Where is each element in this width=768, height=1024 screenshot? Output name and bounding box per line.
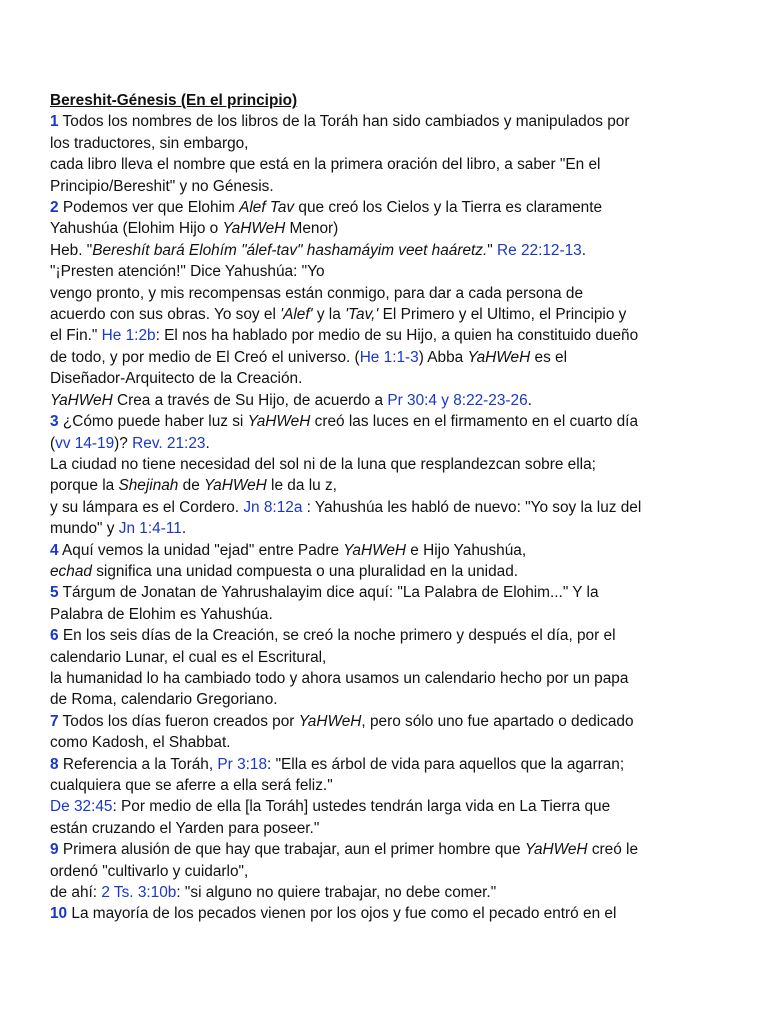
body-text: Crea a través de Su Hijo, de acuerdo a: [112, 391, 388, 409]
page-title: Bereshit-Génesis (En el principio): [50, 92, 298, 109]
note-number: 10: [50, 905, 68, 923]
note-4: [50, 540, 730, 583]
note-6: [50, 625, 730, 711]
italic-text: Bereshít bará Elohím "álef-tav" hashamáyim veet haáretz.: [92, 241, 488, 259]
note-line: [50, 133, 730, 154]
body-text: que creó los Cielos y la Tierra es claramente: [294, 199, 603, 217]
body-text: Tárgum de Jonatan de Yahrushalayim dice aquí: "La Palabra de Elohim..." Y la: [58, 584, 599, 602]
body-text: le da lu z,: [266, 477, 337, 495]
body-text: Primera alusión de que hay que trabajar, aun el primer hombre que: [58, 841, 525, 859]
body-text: .: [527, 391, 532, 409]
body-text: de Roma, calendario Gregoriano.: [50, 691, 278, 709]
body-text: .: [205, 434, 210, 452]
note-10: [50, 903, 730, 924]
body-text: de: [178, 477, 205, 495]
note-line: [50, 283, 730, 304]
body-text: e Hijo Yahushúa,: [406, 541, 527, 559]
scripture-reference-link[interactable]: Rev. 21:23: [132, 434, 206, 452]
body-text: creó las luces en el firmamento en el cuarto día: [310, 413, 639, 431]
body-text: acuerdo con sus obras. Yo soy el: [50, 306, 281, 324]
body-text: : El nos ha hablado por medio de su Hijo, a quien ha constituido dueño: [155, 327, 639, 345]
body-text: Aquí vemos la unidad "ejad" entre Padre: [58, 541, 344, 559]
note-line: [50, 411, 730, 432]
scripture-reference-link[interactable]: 2 Ts. 3:10b: [101, 884, 177, 902]
note-line: [50, 218, 730, 239]
note-line: [50, 154, 730, 175]
body-text: cualquiera que se aferre a ella será feliz.": [50, 777, 333, 794]
body-text: : Por medio de ella [la Toráh] ustedes tendrán larga vida en La Tierra que: [112, 798, 611, 816]
note-9: [50, 839, 730, 903]
note-2: [50, 197, 730, 411]
body-text: están cruzando el Yarden para poseer.": [50, 819, 320, 837]
body-text: vengo pronto, y mis recompensas están conmigo, para dar a cada persona de: [50, 284, 583, 302]
note-line: [50, 261, 730, 282]
body-text: mundo" y: [50, 520, 119, 538]
body-text: como Kadosh, el Shabbat.: [50, 734, 231, 752]
note-line: [50, 861, 730, 882]
note-line: [50, 325, 730, 346]
note-line: [50, 839, 730, 860]
italic-text: YaHWeH: [524, 841, 588, 859]
note-line: [50, 240, 730, 261]
body-text: Todos los días fueron creados por: [58, 712, 299, 730]
note-line: [50, 625, 730, 646]
body-text: los traductores, sin embargo,: [50, 134, 249, 152]
note-line: [50, 818, 730, 839]
note-line: [50, 390, 730, 411]
note-number: 5: [50, 584, 59, 602]
italic-text: Alef Tav: [239, 199, 295, 217]
note-line: [50, 111, 730, 132]
note-line: [50, 882, 730, 903]
italic-text: YaHWeH: [50, 391, 113, 409]
body-text: Todos los nombres de los libros de la Toráh han sido cambiados y manipulados por: [58, 113, 630, 131]
note-line: [50, 368, 730, 389]
note-line: [50, 604, 730, 625]
body-text: Podemos ver que Elohim: [58, 199, 240, 217]
scripture-reference-link[interactable]: Pr 3:18: [217, 755, 268, 773]
body-text: significa una unidad compuesta o una pluralidad en la unidad.: [91, 562, 519, 580]
scripture-reference-link[interactable]: He 1:2b: [101, 327, 156, 345]
body-text: .: [181, 520, 187, 538]
italic-text: 'Alef': [280, 306, 313, 324]
body-text: ) Abba: [418, 348, 468, 366]
body-text: el Fin.": [50, 327, 102, 345]
note-number: 4: [50, 541, 59, 559]
italic-text: YaHWeH: [467, 348, 531, 366]
note-line: [50, 732, 730, 753]
italic-text: Shejinah: [118, 477, 179, 495]
body-text: creó le: [587, 841, 639, 859]
note-line: [50, 561, 730, 582]
body-text: Palabra de Elohim es Yahushúa.: [50, 605, 273, 623]
body-text: ": [487, 241, 498, 259]
note-line: [50, 647, 730, 668]
note-number: 6: [50, 627, 59, 645]
scripture-reference-link[interactable]: Re 22:12-13: [497, 241, 582, 259]
body-text: de ahí:: [50, 884, 102, 902]
body-text: ordenó "cultivarlo y cuidarlo",: [50, 862, 249, 880]
body-text: es el: [530, 348, 568, 366]
italic-text: echad: [50, 562, 92, 580]
note-line: [50, 475, 730, 496]
body-text: : "Ella es árbol de vida para aquellos que la agarran;: [267, 755, 625, 773]
note-line: [50, 197, 730, 218]
body-text: (: [50, 434, 56, 452]
note-line: [50, 497, 730, 518]
body-text: "¡Presten atención!" Dice Yahushúa: "Yo: [50, 263, 325, 281]
body-text: calendario Lunar, el cual es el Escritural,: [50, 648, 327, 666]
italic-text: YaHWeH: [222, 220, 286, 238]
body-text: .: [581, 241, 587, 259]
body-text: porque la: [50, 477, 119, 495]
body-text: Referencia a la Toráh,: [58, 755, 218, 773]
note-number: 8: [50, 755, 59, 773]
note-1: [50, 111, 730, 197]
italic-text: YaHWeH: [247, 413, 311, 431]
note-line: [50, 433, 730, 454]
body-text: Menor): [285, 220, 339, 238]
note-number: 2: [50, 199, 59, 217]
body-text: cada libro lleva el nombre que está en la primera oración del libro, a saber "En el: [50, 156, 601, 174]
note-7: [50, 711, 730, 754]
note-line: [50, 689, 730, 710]
scripture-reference-link[interactable]: vv 14-19: [55, 434, 115, 452]
note-number: 7: [50, 712, 59, 730]
body-text: : Yahushúa les habló de nuevo: "Yo soy la luz del: [302, 498, 642, 516]
italic-text: YaHWeH: [343, 541, 407, 559]
body-text: Yahushúa (Elohim Hijo o: [50, 220, 223, 238]
scripture-reference-link[interactable]: Jn 1:4-11: [118, 520, 182, 538]
body-text: La mayoría de los pecados vienen por los ojos y fue como el pecado entró en el: [67, 905, 617, 923]
body-text: La ciudad no tiene necesidad del sol ni de la luna que resplandezcan sobre ella;: [50, 455, 596, 473]
note-line: [50, 903, 730, 924]
scripture-reference-link[interactable]: He 1:1-3: [359, 348, 419, 366]
note-number: 9: [50, 841, 59, 859]
italic-text: YaHWeH: [298, 712, 362, 730]
body-text: Principio/Bereshit" y no Génesis.: [50, 177, 274, 195]
note-line: [50, 176, 730, 197]
scripture-reference-link[interactable]: De 32:45: [50, 798, 113, 816]
note-line: [50, 668, 730, 689]
note-line: [50, 454, 730, 475]
note-line: [50, 304, 730, 325]
body-text: Diseñador-Arquitecto de la Creación.: [50, 370, 303, 388]
note-line: [50, 796, 730, 817]
note-line: [50, 754, 730, 775]
note-line: [50, 582, 730, 603]
notes-list: [50, 111, 730, 924]
document-body: [50, 90, 730, 925]
scripture-reference-link[interactable]: Jn 8:12a: [243, 498, 303, 516]
body-text: y su lámpara es el Cordero.: [50, 498, 244, 516]
body-text: , pero sólo uno fue apartado o dedicado: [361, 712, 634, 730]
note-3: [50, 411, 730, 539]
scripture-reference-link[interactable]: Pr 30:4 y 8:22-23-26: [387, 391, 528, 409]
note-line: [50, 775, 730, 796]
body-text: )?: [114, 434, 133, 452]
body-text: : "si alguno no quiere trabajar, no debe comer.": [176, 884, 497, 902]
note-line: [50, 347, 730, 368]
note-line: [50, 540, 730, 561]
italic-text: 'Tav,': [345, 306, 379, 324]
note-5: [50, 582, 730, 625]
note-number: 1: [50, 113, 59, 131]
note-line: [50, 711, 730, 732]
note-line: [50, 518, 730, 539]
body-text: de todo, y por medio de El Creó el universo. (: [50, 348, 360, 366]
note-8: [50, 754, 730, 840]
body-text: y la: [312, 306, 346, 324]
body-text: Heb. ": [50, 241, 93, 259]
note-number: 3: [50, 413, 59, 431]
body-text: El Primero y el Ultimo, el Principio y: [378, 306, 627, 324]
body-text: En los seis días de la Creación, se creó la noche primero y después el día, por el: [58, 627, 616, 645]
italic-text: YaHWeH: [204, 477, 267, 495]
body-text: la humanidad lo ha cambiado todo y ahora usamos un calendario hecho por un papa: [50, 669, 629, 687]
body-text: ¿Cómo puede haber luz si: [58, 413, 248, 431]
